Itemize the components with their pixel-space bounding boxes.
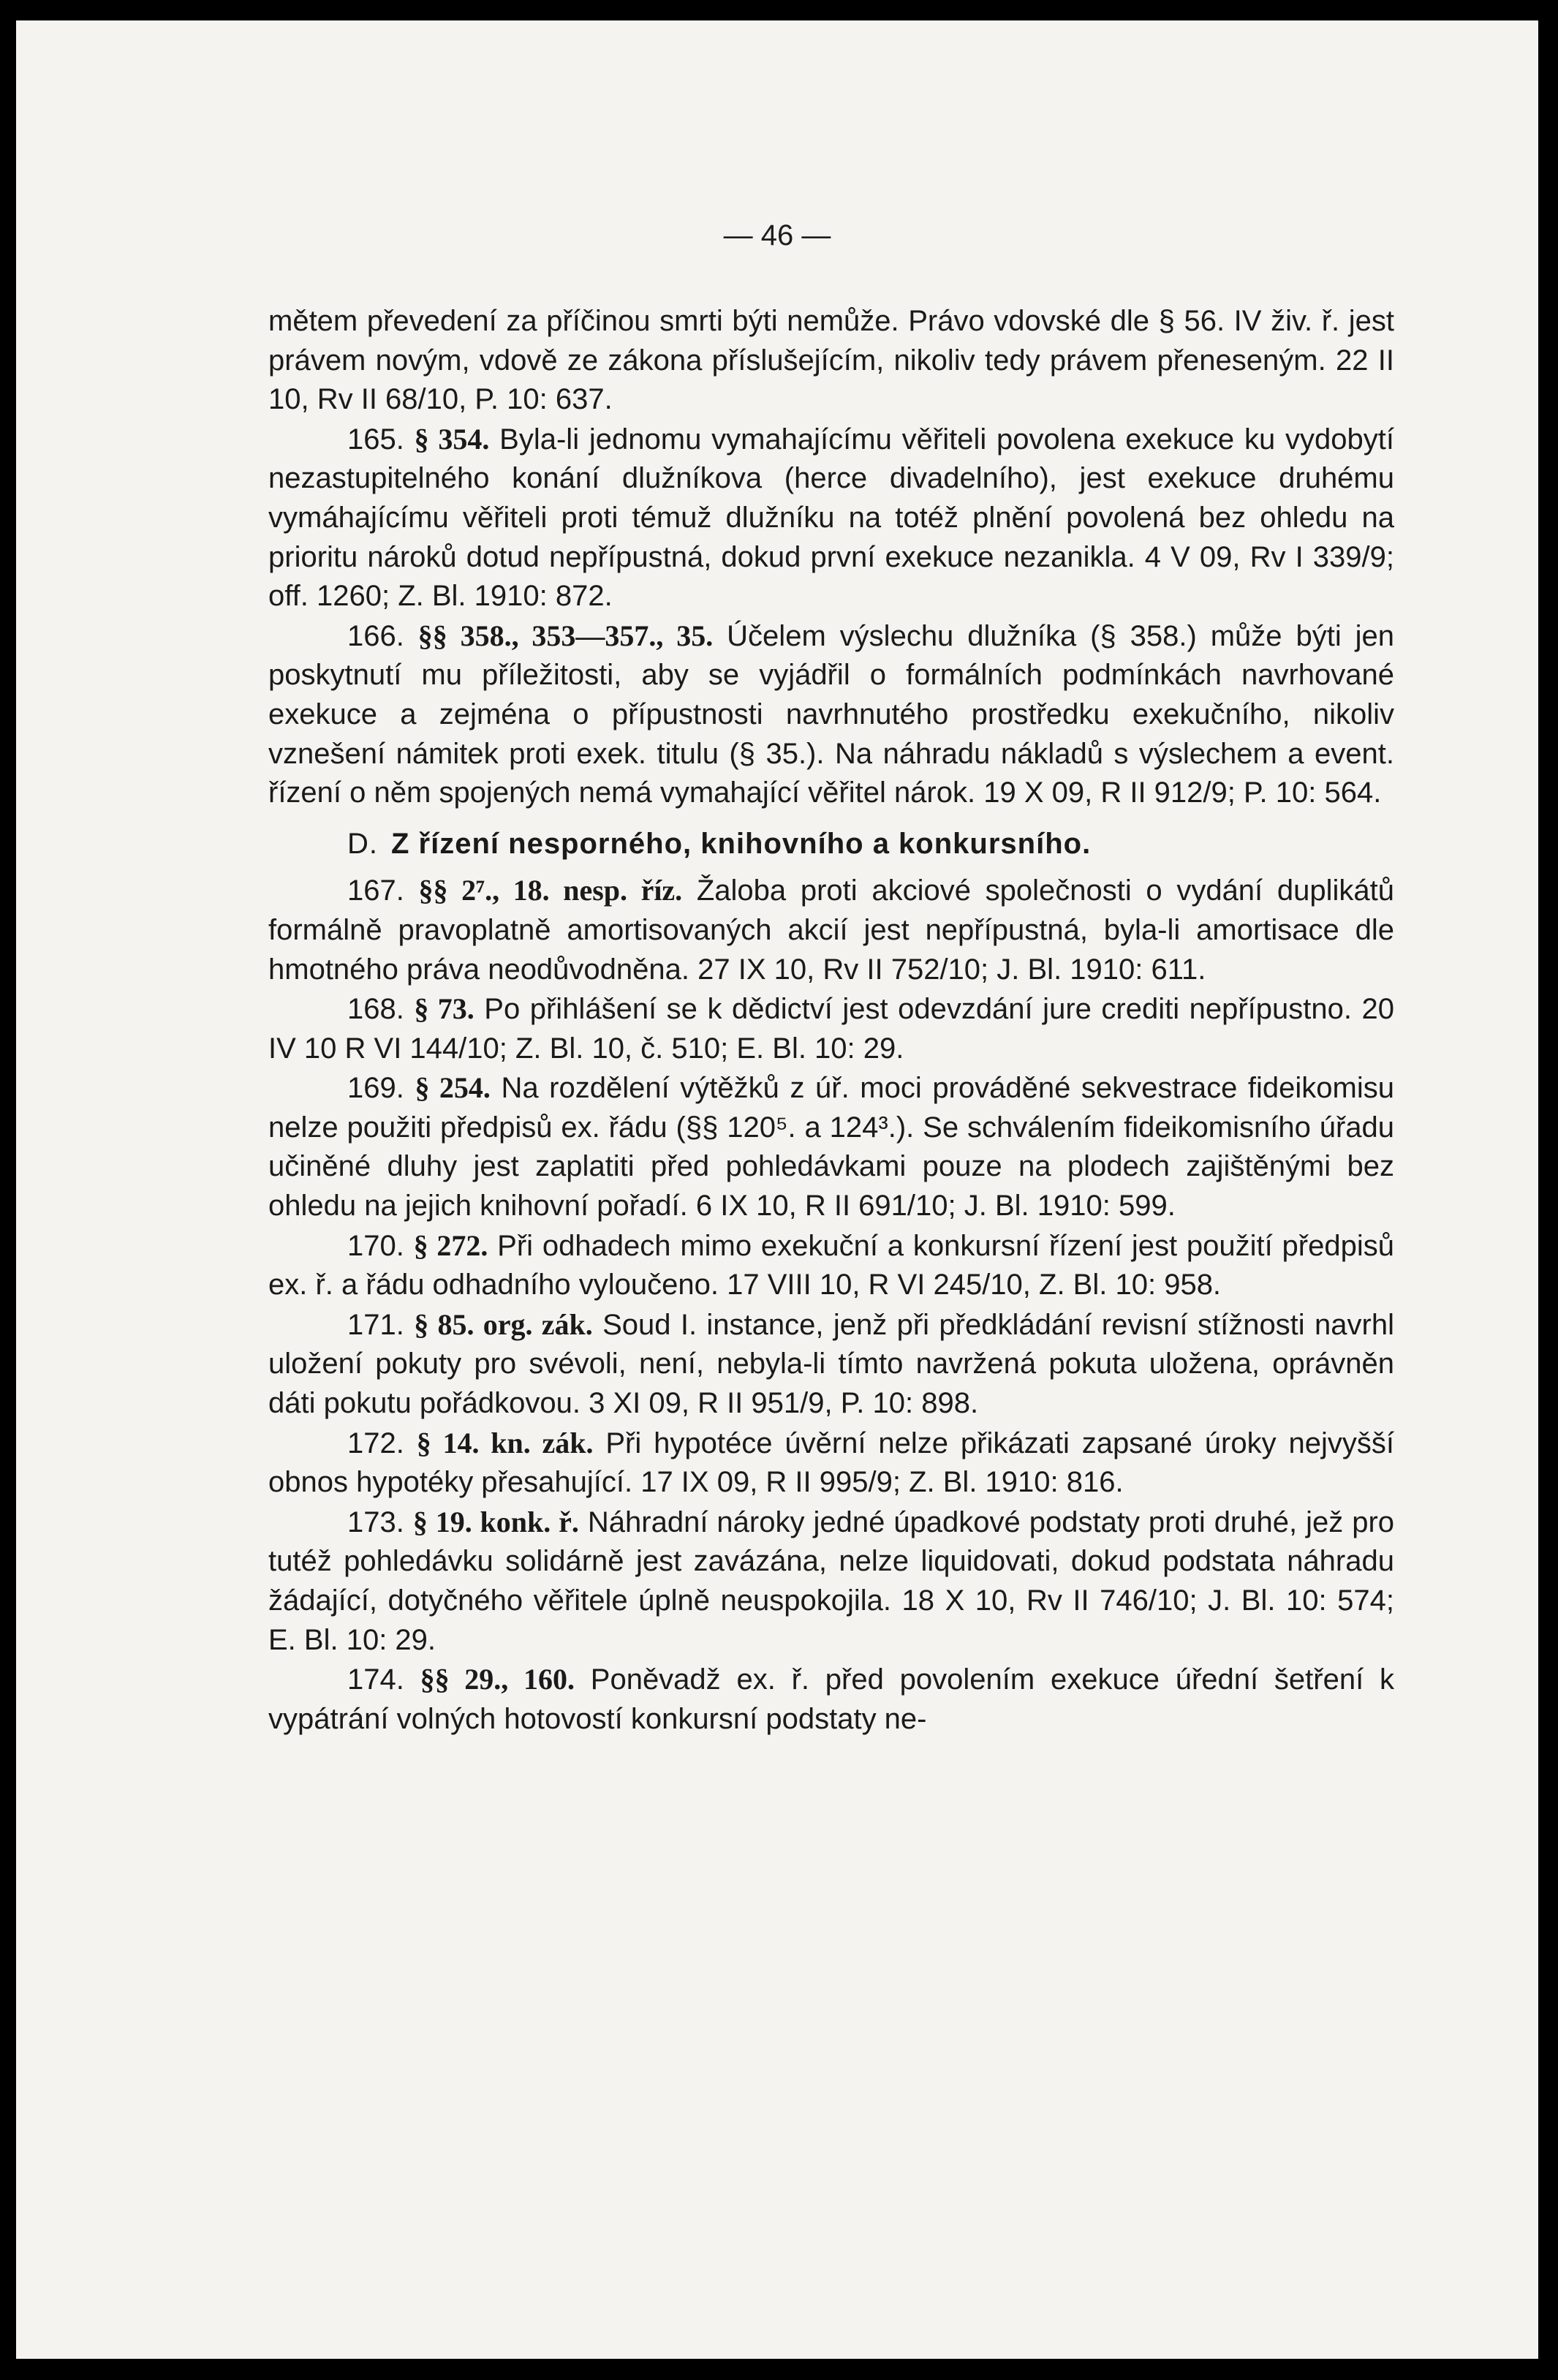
section-title: Z řízení nesporného, knihovního a konkursního. (391, 827, 1092, 860)
entry-number: 174. (347, 1663, 404, 1696)
entry-text: Při hypotéce úvěrní nelze přikázati zapsané úroky nejvyšší obnos hypotéky přesahující. 17 IX 09, R II 995/9; Z. Bl. 1910: 816. (268, 1427, 1394, 1499)
entry-reference: § 85. org. zák. (414, 1307, 593, 1341)
entry-number: 173. (347, 1506, 404, 1538)
entry-text: Žaloba proti akciové společnosti o vydání duplikátů formálně pravoplatně amortisovaných akcií jest nepřípustná, byla-li amortisace dle hmotného práva neodůvodněna. 27 IX 10, Rv II 752/10; J. Bl. 1910: 611. (268, 874, 1394, 986)
entry-text: Náhradní nároky jedné úpadkové podstaty proti druhé, jež pro tutéž pohledávku solidárně jest zavázána, nelze liquidovati, dokud podstata náhradu žádající, dotyčného věřitele úplně neuspokojila. 18 X 10, Rv II 746/10; J. Bl. 10: 574; E. Bl. 10: 29. (268, 1506, 1395, 1656)
book-page (16, 20, 1538, 2359)
section-letter: D. (347, 827, 378, 860)
entry-reference: § 254. (415, 1071, 491, 1105)
entry-173 (268, 1503, 1394, 1660)
entry-168 (268, 989, 1394, 1068)
entry-174 (268, 1660, 1394, 1739)
entry-reference: §§ 29., 160. (420, 1663, 575, 1696)
entry-text: Při odhadech mimo exekuční a konkursní řízení jest použití předpisů ex. ř. a řádu odhadního vyloučeno. 17 VIII 10, R VI 245/10, Z. Bl. 10: 958. (268, 1229, 1394, 1302)
entry-170 (268, 1226, 1394, 1305)
entry-text: Byla-li jednomu vymahajícímu věřiteli povolena exekuce ku vydobytí nezastupitelného konání dlužníkova (herce divadelního), jest exekuce druhému vymáhajícímu věřiteli proti témuž dlužníku na totéž plnění povolená bez ohledu na prioritu nároků dotud nepřípustná, dokud první exekuce nezanikla. 4 V 09, Rv I 339/9; off. 1260; Z. Bl. 1910: 872. (268, 423, 1394, 613)
page-body (268, 302, 1394, 1739)
entry-number: 170. (347, 1229, 404, 1262)
intro-paragraph: mětem převedení za příčinou smrti býti nemůže. Právo vdovské dle § 56. IV živ. ř. jest právem novým, vdově ze zákona příslušejícím, nikoliv tedy právem přeneseným. 22 II 10, Rv II 68/10, P. 10: 637. (268, 305, 1394, 416)
section-heading (268, 825, 1394, 864)
entry-number: 165. (347, 423, 404, 456)
page-number: — 46 — (723, 219, 831, 252)
entry-number: 172. (347, 1427, 404, 1459)
entry-number: 171. (347, 1308, 404, 1341)
entry-169 (268, 1068, 1394, 1225)
entry-172 (268, 1424, 1394, 1503)
entry-number: 168. (347, 993, 404, 1026)
entry-reference: §§ 2⁷., 18. nesp. říz. (418, 874, 683, 907)
entry-167 (268, 871, 1394, 989)
entry-reference: § 14. kn. zák. (416, 1426, 594, 1459)
entry-number: 169. (347, 1072, 404, 1105)
entry-number: 167. (347, 874, 404, 907)
entry-reference: §§ 358., 353—357., 35. (417, 619, 714, 652)
entry-171 (268, 1305, 1394, 1424)
entry-reference: § 73. (414, 992, 474, 1026)
entry-text: Poněvadž ex. ř. před povolením exekuce úřední šetření k vypátrání volných hotovostí konkursní podstaty ne- (268, 1663, 1394, 1735)
entry-text: Účelem výslechu dlužníka (§ 358.) může býti jen poskytnutí mu příležitosti, aby se vyjádřil o formálních podmínkách navrhované exekuce a zejména o přípustnosti navrhnutého prostředku exekučního, nikoliv vznešení námitek proti exek. titulu (§ 35.). Na náhradu nákladů s výslechem a event. řízení o něm spojených nemá vymahající věřitel nárok. 19 X 09, R II 912/9; P. 10: 564. (268, 619, 1395, 809)
entry-reference: § 354. (414, 422, 490, 456)
entry-reference: § 19. konk. ř. (412, 1505, 579, 1538)
entry-165 (268, 420, 1394, 616)
entry-text: Soud I. instance, jenž při předkládání revisní stížnosti navrhl uložení pokuty pro svévoli, není, nebyla-li tímto navržená pokuta uložena, oprávněn dáti pokutu pořádkovou. 3 XI 09, R II 951/9, P. 10: 898. (268, 1308, 1394, 1420)
entry-text: Po přihlášení se k dědictví jest odevzdání jure crediti nepřípustno. 20 IV 10 R VI 144/10; Z. Bl. 10, č. 510; E. Bl. 10: 29. (268, 993, 1394, 1065)
entry-text: Na rozdělení výtěžků z úř. moci prováděné sekvestrace fideikomisu nelze použiti předpisů ex. řádu (§§ 120⁵. a 124³.). Se schválením fideikomisního úřadu učiněné dluhy jest zaplatiti před pohledávkami pouze na plodech zajištěnými bez ohledu na jejich knihovní pořadí. 6 IX 10, R II 691/10; J. Bl. 1910: 599. (268, 1072, 1394, 1223)
entry-number: 166. (347, 619, 404, 652)
entry-reference: § 272. (413, 1228, 488, 1262)
entry-166 (268, 616, 1394, 813)
